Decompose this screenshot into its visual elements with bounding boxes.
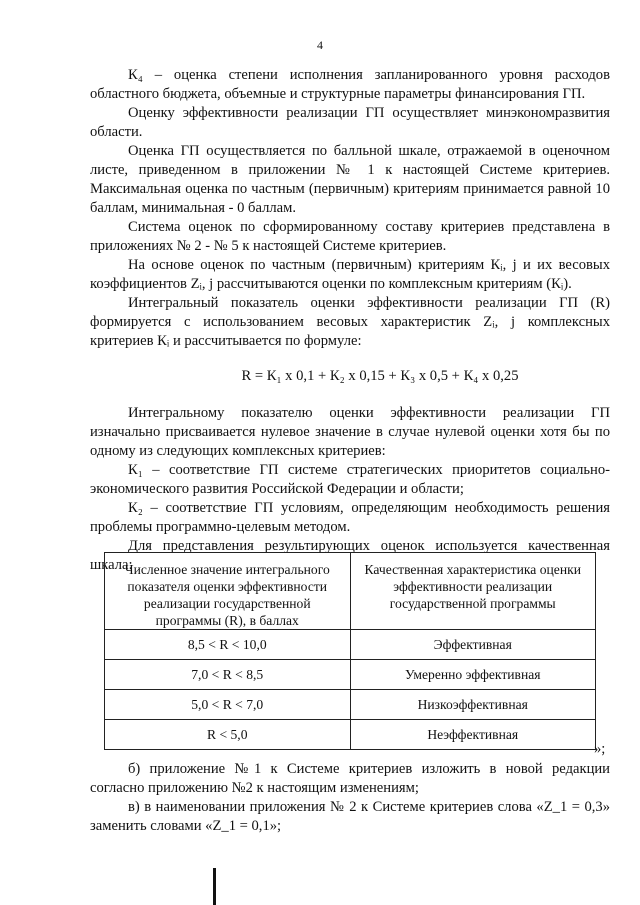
paragraph-integral-indicator: Интегральный показатель оценки эффективности реализации ГП (R) формируется с использованием весовых характеристик Zᵢ, j комплексных критериев Кᵢ и рассчитывается по формуле:: [90, 295, 610, 349]
paragraph-zero-value: Интегральному показателю оценки эффективности реализации ГП изначально присваивается нулевое значение в случае нулевой оценки хотя бы по одному из следующих комплексных критериев:: [90, 405, 610, 459]
formula: R = К₁ х 0,1 + К₂ х 0,15 + К₃ х 0,5 + К₄ х 0,25: [241, 368, 519, 384]
cell-range: 8,5 < R < 10,0: [105, 630, 351, 660]
table-header-row: [105, 553, 596, 630]
paragraph-complex-criteria: На основе оценок по частным (первичным) критериям Кᵢ, j и их весовых коэффициентов Zᵢ, j рассчитываются оценки по комплексным критериям (Кᵢ).: [90, 257, 610, 292]
scan-margin-mark: [213, 868, 216, 905]
page-number: 4: [317, 38, 323, 52]
body-text-bottom: [90, 760, 610, 836]
header-numeric-value: Численное значение интегрального показателя оценки эффективности реализации государственной программы (R), в баллах: [105, 553, 351, 630]
cell-range: 7,0 < R < 8,5: [105, 660, 351, 690]
paragraph-k4: К₄ – оценка степени исполнения запланированного уровня расходов областного бюджета, объемные и структурные параметры финансирования ГП.: [90, 67, 610, 102]
cell-rating: Умеренно эффективная: [350, 660, 596, 690]
cell-range: R < 5,0: [105, 720, 351, 750]
paragraph-k2: К₂ – соответствие ГП условиям, определяющим необходимость решения проблемы программно-целевым методом.: [90, 500, 610, 535]
table-row: [105, 660, 596, 690]
header-qualitative: Качественная характеристика оценки эффективности реализации государственной программы: [350, 553, 596, 630]
rating-scale-table: [104, 552, 596, 750]
body-text-top: [90, 66, 610, 575]
paragraph-item-v: в) в наименовании приложения № 2 к Системе критериев слова «Z_1 = 0,3» заменить словами «Z_1 = 0,1»;: [90, 799, 610, 834]
paragraph-item-b: б) приложение №1 к Системе критериев изложить в новой редакции согласно приложению №2 к настоящим изменениям;: [90, 761, 610, 796]
paragraph-criteria-system: Система оценок по сформированному составу критериев представлена в приложениях № 2 - № 5 к настоящей Системе критериев.: [90, 219, 610, 254]
table-row: [105, 720, 596, 750]
table-row: [105, 630, 596, 660]
cell-rating: Эффективная: [350, 630, 596, 660]
cell-rating: Низкоэффективная: [350, 690, 596, 720]
paragraph-k1: К₁ – соответствие ГП системе стратегических приоритетов социально-экономического развития Российской Федерации и области;: [90, 462, 610, 497]
cell-range: 5,0 < R < 7,0: [105, 690, 351, 720]
paragraph-score-scale: Оценка ГП осуществляется по балльной шкале, отражаемой в оценочном листе, приведенном в приложении № 1 к настоящей Системе критериев. Максимальная оценка по частным (первичным) критериям принимается равной 10 баллам, минимальная - 0 баллам.: [90, 143, 610, 216]
paragraph-evaluator: Оценку эффективности реализации ГП осуществляет минэкономразвития области.: [90, 105, 610, 140]
closing-quote: »;: [594, 741, 606, 757]
paragraph-scale-intro: Для представления результирующих оценок используется качественная шкала:: [90, 538, 610, 573]
cell-rating: Неэффективная: [350, 720, 596, 750]
table-row: [105, 690, 596, 720]
